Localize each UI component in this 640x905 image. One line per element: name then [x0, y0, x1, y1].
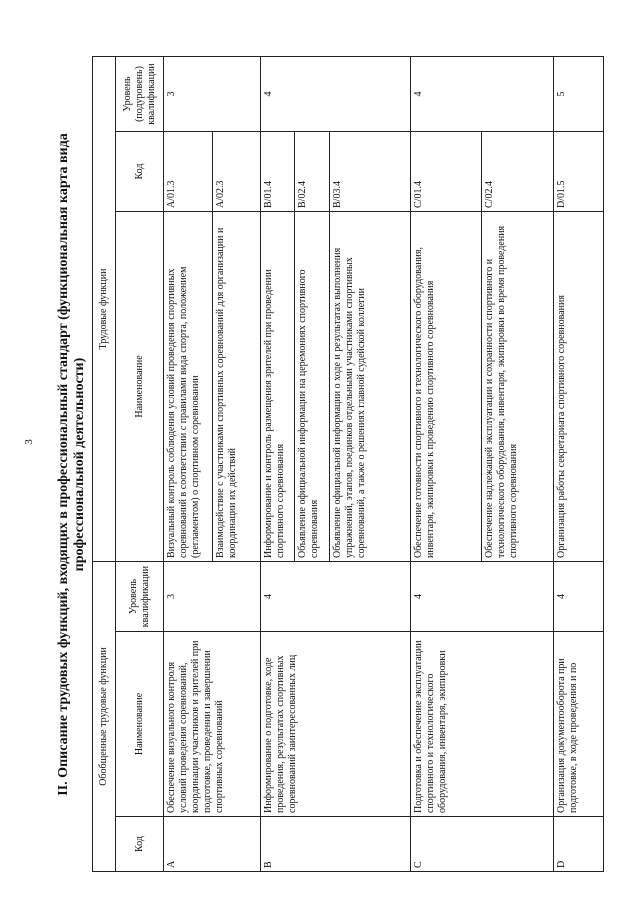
- title-line-1: II. Описание трудовых функций, входящих в профессиональный стандарт (функциональная карта вида: [56, 133, 71, 796]
- row-name: Организация документооборота при подготовке, в ходе проведения и по: [553, 632, 603, 817]
- rotated-page: [52, 57, 612, 872]
- function-name: Взаимодействие с участниками спортивных соревнований для организации и координации их действий: [213, 212, 261, 562]
- function-code: C/01.4: [410, 132, 481, 212]
- section-title: [56, 57, 88, 872]
- function-code: B/02.4: [295, 132, 330, 212]
- row-code: D: [553, 817, 603, 872]
- function-name: Объявление официальной информации о ходе и результатах выполнения упражнений, этапов, поединков отдельными участниками спортивных соревнований, а также о решениях главной судейской коллегии: [329, 212, 410, 562]
- row-level: 4: [553, 562, 603, 632]
- function-level: 3: [164, 57, 260, 132]
- page-number: 3: [22, 439, 35, 445]
- header-generalized: Обобщенные трудовые функции: [93, 562, 116, 872]
- row-name: Обеспечение визуального контроля условий проведения соревнований, координации участников и зрителей при подготовке, проведении и завершении спортивных соревнований: [164, 632, 260, 817]
- function-level: 5: [553, 57, 603, 132]
- function-code: A/02.3: [213, 132, 261, 212]
- header-labor-functions: Трудовые функции: [93, 57, 116, 562]
- header-code: Код: [115, 817, 164, 872]
- function-code: D/01.5: [553, 132, 603, 212]
- function-code: B/03.4: [329, 132, 410, 212]
- row-level: 4: [410, 562, 553, 632]
- row-name: Информирование о подготовке, ходе проведения, результатах спортивных соревнований заинтересованных лиц: [260, 632, 410, 817]
- function-name: Организация работы секретариата спортивного соревнования: [553, 212, 603, 562]
- function-name: Объявление официальной информации на церемониях спортивного соревнования: [295, 212, 330, 562]
- function-level: 4: [260, 57, 410, 132]
- row-code: B: [260, 817, 410, 872]
- row-code: A: [164, 817, 260, 872]
- row-code: C: [410, 817, 553, 872]
- function-code: A/01.3: [164, 132, 213, 212]
- title-line-2: профессиональной деятельности): [72, 357, 87, 572]
- function-name: Информирование и контроль размещения зрителей при проведении спортивного соревнования: [260, 212, 295, 562]
- row-name: Подготовка и обеспечение эксплуатации спортивного и технологического оборудования, инвентаря, экипировки: [410, 632, 553, 817]
- function-level: 4: [410, 57, 553, 132]
- header-name: Наименование: [115, 632, 164, 817]
- header-function-name: Наименование: [115, 212, 164, 562]
- header-function-code: Код: [115, 132, 164, 212]
- header-sub-level: Уровень (подуровень) квалификации: [115, 57, 164, 132]
- function-name: Визуальный контроль соблюдения условий проведения спортивных соревнований в соответствии с правилами вида спорта, положением (регламентом) о спортивном соревновании: [164, 212, 213, 562]
- row-level: 3: [164, 562, 260, 632]
- functions-table: [92, 56, 604, 872]
- function-code: C/02.4: [482, 132, 553, 212]
- header-level: Уровень квалификации: [115, 562, 164, 632]
- row-level: 4: [260, 562, 410, 632]
- function-code: B/01.4: [260, 132, 295, 212]
- function-name: Обеспечение надлежащей эксплуатации и сохранности спортивного и технологического оборудования, инвентаря, экипировки во время проведения спортивного соревнования: [482, 212, 553, 562]
- function-name: Обеспечение готовности спортивного и технологического оборудования, инвентаря, экипировки к проведению спортивного соревнования: [410, 212, 481, 562]
